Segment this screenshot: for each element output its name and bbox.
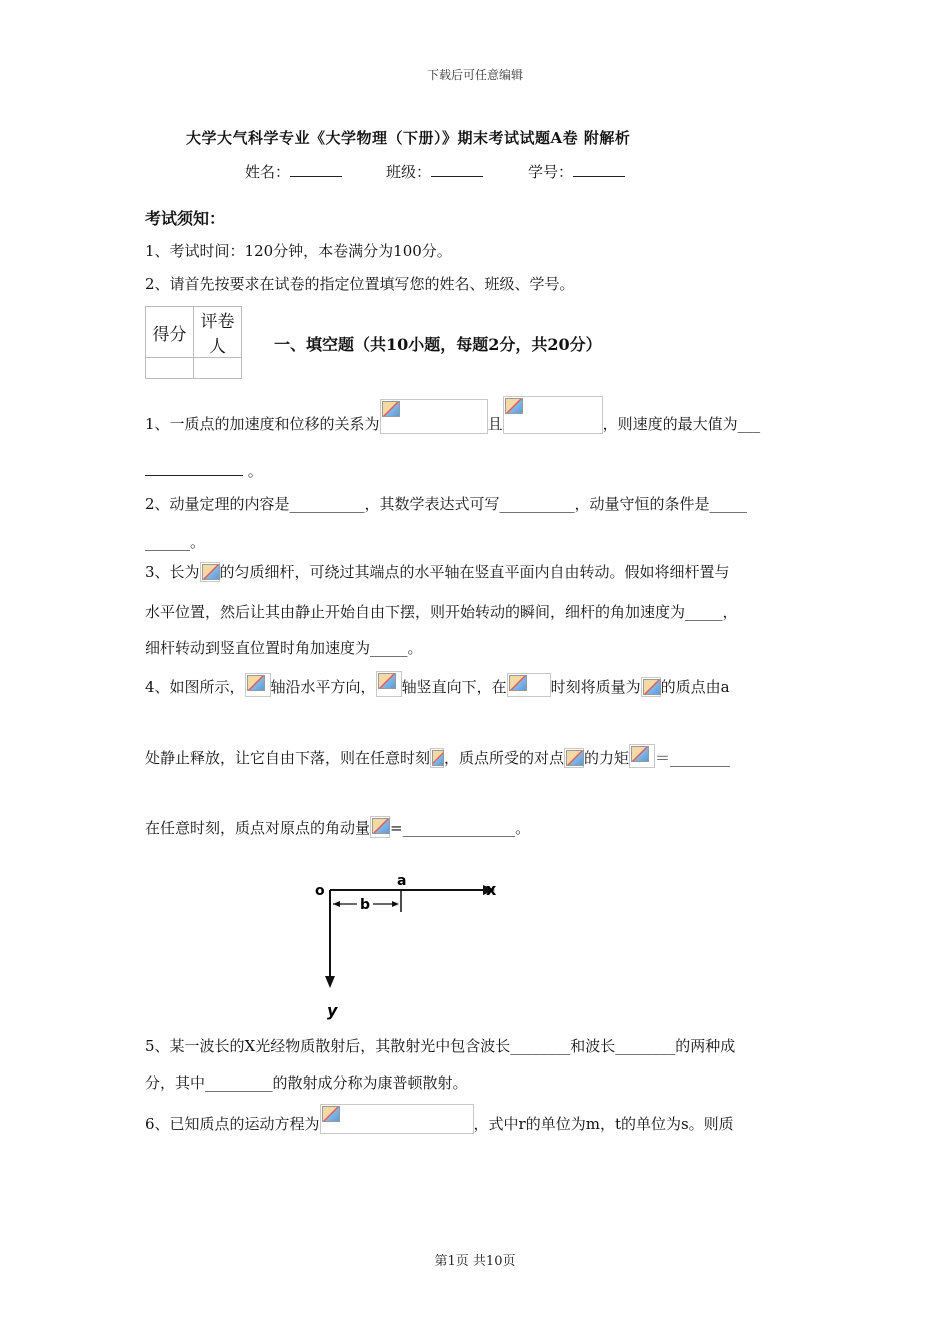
question-4-line-2	[145, 744, 730, 768]
q1-text-3: ，则速度的最大值为___	[602, 415, 761, 433]
broken-image-icon	[247, 675, 265, 691]
q6-text-1: 6、已知质点的运动方程为	[145, 1115, 320, 1133]
broken-image-icon	[631, 746, 649, 762]
origin-label: o	[315, 883, 325, 899]
a-label: a	[397, 873, 407, 889]
q3-text-1b: 的匀质细杆，可绕过其端点的水平轴在竖直平面内自由转动。假如将细杆置与	[219, 563, 730, 581]
q4-text-2c: 的力矩	[584, 749, 630, 767]
question-4-line-3	[145, 816, 530, 840]
formula-image	[245, 673, 271, 697]
q4-text-1d: 时刻将质量为	[550, 678, 641, 696]
question-1	[145, 396, 760, 436]
name-field	[245, 161, 342, 182]
class-field	[386, 161, 483, 182]
broken-image-icon	[372, 818, 390, 834]
q4-text-1e: 的质点由a	[660, 678, 730, 696]
formula-image	[507, 673, 551, 697]
q1-text-1: 1、一质点的加速度和位移的关系为	[145, 415, 380, 433]
score-cell	[146, 358, 194, 379]
formula-image	[376, 671, 402, 697]
class-line	[431, 175, 483, 177]
notice-item-1: 1、考试时间：120分钟，本卷满分为100分。	[145, 242, 452, 260]
document-title: 大学大气科学专业《大学物理（下册）》期末考试试题A卷 附解析	[186, 129, 631, 147]
coordinate-diagram	[305, 868, 515, 1023]
class-label: 班级：	[386, 163, 432, 181]
score-header: 得分	[146, 307, 194, 358]
formula-image	[370, 816, 390, 838]
b-label: b	[360, 897, 371, 913]
q4-text-3a: 在任意时刻，质点对原点的角动量	[145, 819, 371, 837]
broken-image-icon	[432, 750, 444, 766]
broken-image-icon	[322, 1106, 340, 1122]
section-1-heading: 一、填空题（共10小题，每题2分，共20分）	[274, 335, 602, 354]
formula-image	[503, 396, 603, 434]
page-footer: 第1页 共10页	[434, 1254, 516, 1269]
question-3-line-3: 细杆转动到竖直位置时角加速度为_____。	[145, 639, 423, 657]
q4-text-2b: ，质点所受的对点	[444, 749, 565, 767]
broken-image-icon	[509, 675, 527, 691]
notice-item-2: 2、请首先按要求在试卷的指定位置填写您的姓名、班级、学号。	[145, 275, 575, 293]
formula-image	[629, 744, 655, 768]
question-1-cont	[145, 461, 263, 481]
q4-text-2a: 处静止释放，让它自由下落，则在任意时刻	[145, 749, 431, 767]
b-arrow-left	[333, 901, 340, 907]
broken-image-icon	[643, 679, 661, 695]
q4-text-3b: =_______________。	[390, 819, 531, 837]
question-4-line-1	[145, 671, 730, 695]
y-axis-arrowhead	[325, 976, 335, 988]
broken-image-icon	[382, 401, 400, 417]
question-3-line-2: 水平位置，然后让其由静止开始自由下摆，则开始转动的瞬间，细杆的角加速度为_____，	[145, 603, 738, 621]
question-6	[145, 1104, 734, 1136]
broken-image-icon	[378, 673, 396, 689]
question-2-line-2: ______。	[145, 533, 206, 551]
q3-text-1a: 3、长为	[145, 563, 200, 581]
q1-text-2: 且	[487, 415, 503, 433]
formula-image	[200, 562, 220, 582]
grader-cell	[194, 358, 242, 379]
formula-image	[320, 1104, 474, 1134]
score-table	[145, 306, 242, 379]
x-axis-label: x	[486, 880, 497, 899]
q1-text-4: 。	[247, 462, 263, 480]
q4-text-1c: 轴竖直向下，在	[401, 678, 507, 696]
question-5-line-2: 分，其中_________的散射成分称为康普顿散射。	[145, 1074, 468, 1092]
b-arrow-right	[392, 901, 399, 907]
q6-text-2: ，式中r的单位为m，t的单位为s。则质	[473, 1115, 734, 1133]
grader-header: 评卷人	[194, 307, 242, 358]
y-axis-label: y	[327, 1001, 338, 1020]
broken-image-icon	[505, 398, 523, 414]
q4-text-1a: 4、如图所示，	[145, 678, 245, 696]
name-line	[290, 175, 342, 177]
question-3-line-1	[145, 562, 730, 584]
name-label: 姓名：	[245, 163, 291, 181]
answer-blank	[145, 461, 243, 476]
formula-image	[641, 677, 661, 697]
broken-image-icon	[202, 564, 220, 580]
q4-text-2d: ＝________	[655, 749, 731, 767]
formula-image	[564, 748, 584, 768]
id-field	[528, 161, 625, 182]
id-label: 学号：	[528, 163, 574, 181]
q4-text-1b: 轴沿水平方向，	[270, 678, 376, 696]
formula-image	[380, 399, 488, 434]
notice-heading: 考试须知：	[145, 209, 226, 228]
formula-image	[430, 748, 444, 768]
broken-image-icon	[566, 750, 584, 766]
question-5-line-1: 5、某一波长的X光经物质散射后，其散射光中包含波长________和波长________的两种成	[145, 1037, 736, 1055]
id-line	[573, 175, 625, 177]
header-note: 下载后可任意编辑	[426, 68, 523, 82]
question-2-line-1: 2、动量定理的内容是__________，其数学表达式可写__________，动量守恒的条件是_____	[145, 495, 748, 513]
